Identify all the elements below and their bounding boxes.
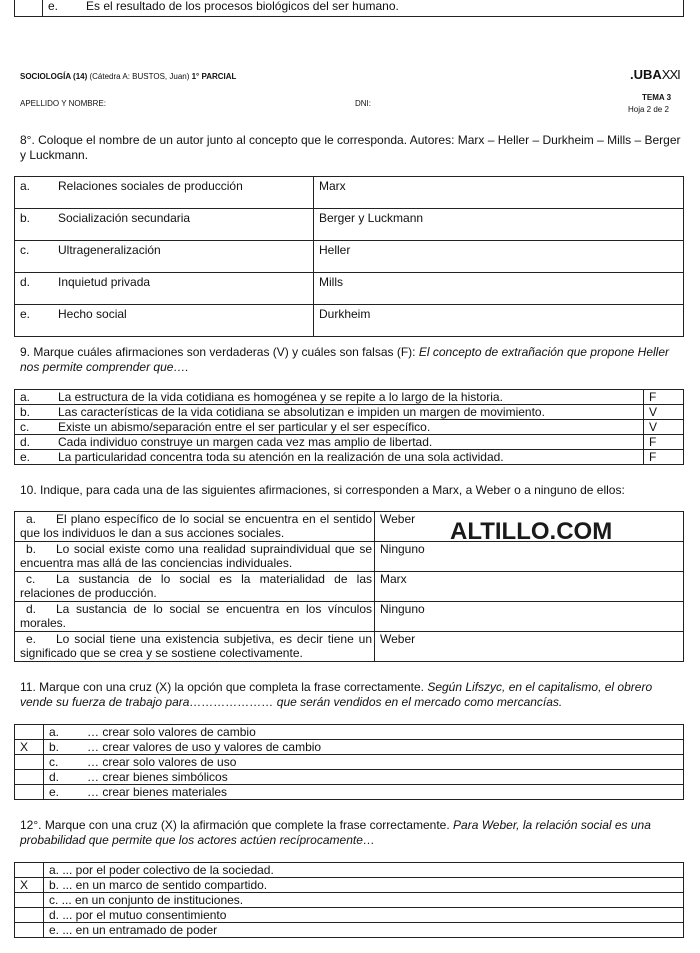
- row-letter: d.: [49, 770, 60, 784]
- row-letter: a.: [49, 725, 60, 739]
- row-text: Es el resultado de los procesos biológicos del ser humano.: [86, 0, 399, 13]
- question-10-prompt: 10. Indique, para cada una de las siguientes afirmaciones, si corresponden a Marx, a Weber o a ninguno de ellos:: [20, 483, 625, 497]
- option-text: d. ... por el mutuo consentimiento: [44, 908, 684, 923]
- concept-text: Relaciones sociales de producción: [58, 179, 243, 193]
- statement-cell: [15, 602, 375, 632]
- previous-question-row: [14, 0, 684, 17]
- row-letter: d.: [26, 602, 37, 616]
- table-row: [15, 632, 684, 662]
- row-letter: e.: [49, 785, 60, 799]
- statement-text: La sustancia de lo social se encuentra en los vínculos morales.: [20, 602, 372, 630]
- table-row: [15, 305, 684, 337]
- option-text: … crear solo valores de uso: [87, 755, 237, 769]
- author-answer: Ninguno: [375, 542, 684, 572]
- option-text: … crear bienes simbólicos: [87, 770, 228, 784]
- row-letter: e.: [20, 450, 31, 464]
- statement-text: El plano específico de lo social se encuentra en el sentido que los individuos le dan a sus acciones sociales.: [20, 512, 372, 540]
- row-letter: b.: [20, 211, 31, 225]
- statement-text: Las características de la vida cotidiana se absolutizan e impiden un margen de movimiento.: [58, 405, 545, 419]
- concept-text: Hecho social: [58, 307, 127, 321]
- course-header: SOCIOLOGÍA (14) (Cátedra A: BUSTOS, Juan) 1° PARCIAL: [20, 72, 237, 81]
- concept-cell: [15, 305, 314, 337]
- option-cell: [44, 770, 684, 785]
- table-row: [15, 273, 684, 305]
- table-row: [15, 908, 684, 923]
- concept-cell: [15, 209, 314, 241]
- table-row: [15, 177, 684, 209]
- option-cell: [44, 740, 684, 755]
- author-answer: Durkheim: [314, 305, 684, 337]
- row-letter: a.: [20, 390, 31, 404]
- author-answer: Heller: [314, 241, 684, 273]
- statement-cell: [15, 572, 375, 602]
- sheet-number: Hoja 2 de 2: [628, 105, 669, 114]
- true-false-answer: F: [644, 450, 684, 465]
- watermark: ALTILLO.COM: [450, 518, 613, 545]
- question-12-table: [14, 862, 684, 938]
- tema-label: TEMA 3: [642, 93, 672, 102]
- author-answer: Weber: [375, 632, 684, 662]
- option-text: c. ... en un conjunto de instituciones.: [44, 893, 684, 908]
- answer-mark: [15, 770, 44, 785]
- table-row: [15, 740, 684, 755]
- statement-text: La particularidad concentra toda su atención en la realización de una sola actividad.: [58, 450, 504, 464]
- question-9-table: [14, 389, 684, 465]
- table-row: [15, 542, 684, 572]
- answer-mark: [15, 893, 44, 908]
- statement-text: La estructura de la vida cotidiana es homogénea y se repite a lo largo de la historia.: [58, 390, 503, 404]
- question-11-table: [14, 724, 684, 800]
- option-cell: [44, 785, 684, 800]
- question-9-prompt: 9. Marque cuáles afirmaciones son verdaderas (V) y cuáles son falsas (F): El concepto de extrañación que propone Heller nos permite comprender que….: [20, 345, 670, 374]
- row-letter: d.: [20, 275, 31, 289]
- row-letter: c.: [20, 243, 30, 257]
- true-false-answer: V: [644, 420, 684, 435]
- statement-cell: [15, 390, 644, 405]
- question-12-prompt: 12°. Marque con una cruz (X) la afirmación que complete la frase correctamente. Para Weber, la relación social es una probabilidad que permite que los actores actúen recíprocamente…: [20, 818, 651, 847]
- author-answer: Marx: [314, 177, 684, 209]
- answer-mark: [15, 755, 44, 770]
- table-row: [15, 602, 684, 632]
- dni-label: DNI:: [355, 99, 371, 108]
- row-letter: b.: [26, 542, 37, 556]
- table-row: [15, 241, 684, 273]
- table-row: [15, 770, 684, 785]
- answer-mark: [15, 908, 44, 923]
- author-answer: Ninguno: [375, 602, 684, 632]
- row-letter: b.: [20, 405, 31, 419]
- row-letter: c.: [20, 420, 30, 434]
- concept-text: Ultrageneralización: [58, 243, 161, 257]
- author-answer: Berger y Luckmann: [314, 209, 684, 241]
- name-label: APELLIDO Y NOMBRE:: [20, 99, 106, 108]
- row-letter: a.: [20, 179, 31, 193]
- table-row: [15, 755, 684, 770]
- table-row: [15, 390, 684, 405]
- option-text: … crear solo valores de cambio: [87, 725, 256, 739]
- question-10-table: [14, 511, 684, 662]
- table-row: [15, 512, 684, 542]
- table-row: [15, 893, 684, 908]
- answer-mark: X: [15, 740, 44, 755]
- row-letter: c.: [49, 755, 59, 769]
- row-letter: c.: [26, 572, 36, 586]
- statement-cell: [15, 542, 375, 572]
- answer-mark: [15, 863, 44, 878]
- table-row: [15, 863, 684, 878]
- statement-text: Lo social tiene una existencia subjetiva, es decir tiene un significado que se crea y se sostiene colectivamente.: [20, 632, 372, 660]
- table-row: [15, 572, 684, 602]
- option-cell: [44, 755, 684, 770]
- option-text: b. ... en un marco de sentido compartido.: [44, 878, 684, 893]
- option-text: … crear valores de uso y valores de cambio: [87, 740, 322, 754]
- true-false-answer: V: [644, 405, 684, 420]
- table-row: [15, 923, 684, 938]
- question-11-prompt: 11. Marque con una cruz (X) la opción que completa la frase correctamente. Según Lifszyc, en el capitalismo, el obrero vende su fuerza de trabajo para………………… que serán vendidos en el mercado como mercancías.: [20, 680, 653, 709]
- option-cell: [44, 725, 684, 740]
- row-letter: d.: [20, 435, 31, 449]
- question-8-prompt: 8°. Coloque el nombre de un autor junto al concepto que le corresponda. Autores: Marx – Heller – Durkheim – Mills – Berger y Luckmann.: [20, 133, 681, 162]
- table-row: [15, 209, 684, 241]
- table-row: [15, 878, 684, 893]
- author-answer: Marx: [375, 572, 684, 602]
- answer-mark: X: [15, 878, 44, 893]
- statement-text: Cada individuo construye un margen cada vez mas amplio de libertad.: [58, 435, 433, 449]
- author-answer: Mills: [314, 273, 684, 305]
- concept-text: Inquietud privada: [58, 275, 151, 289]
- answer-mark: [15, 785, 44, 800]
- answer-mark: [15, 923, 44, 938]
- row-letter: b.: [49, 740, 60, 754]
- author-answer: Weber: [375, 512, 684, 542]
- row-letter: e.: [48, 0, 59, 13]
- statement-cell: [15, 512, 375, 542]
- table-row: [15, 785, 684, 800]
- table-row: [15, 405, 684, 420]
- statement-cell: [15, 450, 644, 465]
- question-8-table: [14, 176, 684, 337]
- answer-mark: [15, 725, 44, 740]
- table-row: [15, 725, 684, 740]
- concept-cell: [15, 273, 314, 305]
- row-letter: e.: [20, 307, 31, 321]
- concept-cell: [15, 241, 314, 273]
- row-letter: e.: [26, 632, 37, 646]
- table-row: [15, 420, 684, 435]
- table-row: [15, 450, 684, 465]
- option-text: … crear bienes materiales: [87, 785, 228, 799]
- statement-cell: [15, 420, 644, 435]
- concept-cell: [15, 177, 314, 209]
- true-false-answer: F: [644, 435, 684, 450]
- statement-text: La sustancia de lo social es la materialidad de las relaciones de producción.: [20, 572, 372, 600]
- statement-cell: [15, 435, 644, 450]
- statement-text: Existe un abismo/separación entre el ser particular y el ser específico.: [58, 420, 431, 434]
- option-text: e. ... en un entramado de poder: [44, 923, 684, 938]
- statement-cell: [15, 632, 375, 662]
- true-false-answer: F: [644, 390, 684, 405]
- table-row: [15, 435, 684, 450]
- statement-text: Lo social existe como una realidad supraindividual que se encuentra mas allá de las conciencias individuales.: [20, 542, 372, 570]
- uba-xxi-logo: .UBAXXI: [630, 67, 680, 82]
- option-text: a. ... por el poder colectivo de la sociedad.: [44, 863, 684, 878]
- concept-text: Socialización secundaria: [58, 211, 191, 225]
- statement-cell: [15, 405, 644, 420]
- row-letter: a.: [26, 512, 37, 526]
